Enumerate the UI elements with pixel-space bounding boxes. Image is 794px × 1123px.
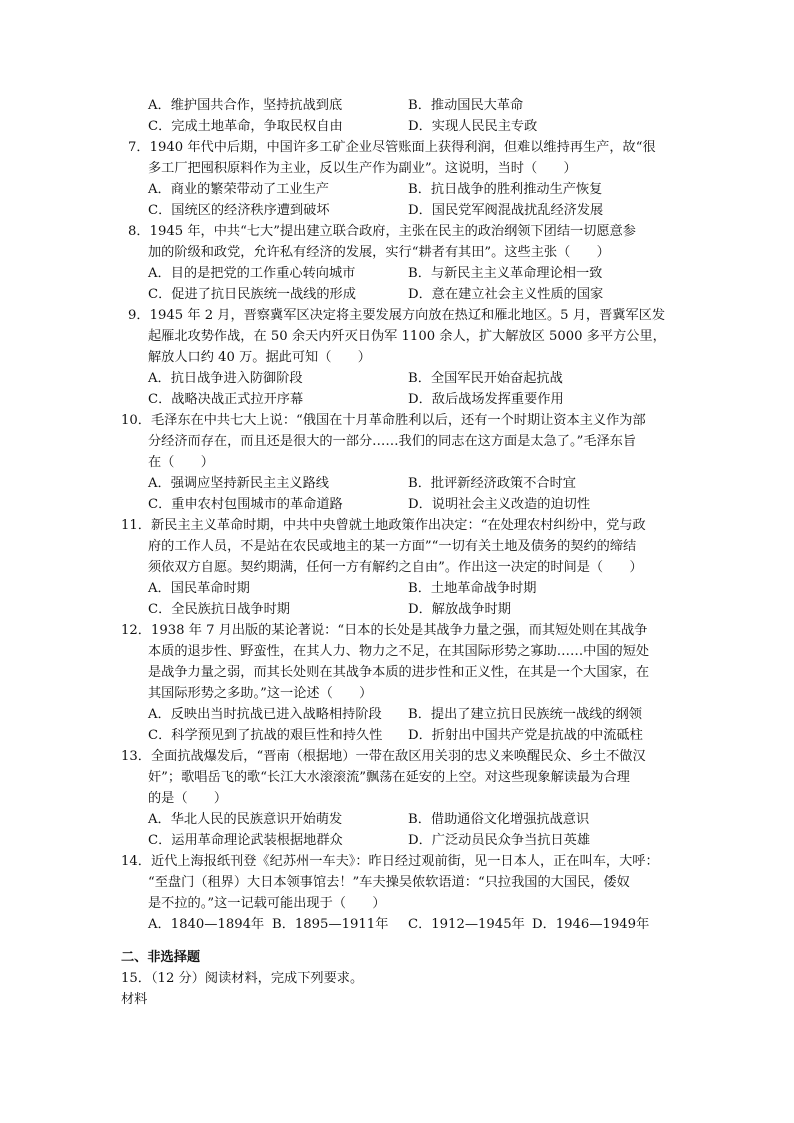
q13-option-d: D．广泛动员民众争当抗日英雄 — [408, 833, 591, 848]
q11-stem-line-2: 府的工作人员，不是站在农民或地主的某一方面”“一切有关土地及债务的契约的缔结 — [148, 539, 637, 554]
q8-option-a: A．目的是把党的工作重心转向城市 — [148, 266, 356, 281]
q10-stem-line-2: 分经济而存在，而且还是很大的一部分……我们的同志在这方面是太急了。”毛泽东旨 — [148, 434, 637, 449]
q9-stem-line-3: 解放人口约 40 万。据此可知（ ） — [148, 350, 371, 365]
q12-option-d: D．折射出中国共产党是抗战的中流砥柱 — [408, 728, 643, 743]
q14-stem-line-2: “至盘门（租界）大日本领事馆去！”车夫操吴侬软语道：“只拉我国的大国民，倭奴 — [148, 875, 630, 890]
q11-stem-line-1: 11．新民主主义革命时期，中共中央曾就土地政策作出决定：“在处理农村纠纷中，党与政 — [121, 518, 646, 533]
q7-stem-line-1: 7．1940 年代中后期，中国许多工矿企业尽管账面上获得利润，但难以维持再生产，故“很 — [128, 140, 656, 155]
q8-option-c: C．促进了抗日民族统一战线的形成 — [148, 287, 356, 302]
q11-option-c: C．全民族抗日战争时期 — [148, 602, 290, 617]
q15-stem: 15．（12 分）阅读材料，完成下列要求。 — [121, 971, 364, 986]
q8-stem-line-1: 8．1945 年，中共“七大”提出建立联合政府，主张在民主的政治纲领下团结一切愿意参 — [128, 224, 636, 239]
q9-option-b: B．全国军民开始奋起抗战 — [408, 371, 563, 386]
q12-stem-line-4: 其国际形势之多助。”这一论述（ ） — [148, 686, 373, 701]
q9-stem-line-2: 起雁北攻势作战，在 50 余天内歼灭日伪军 1100 余人，扩大解放区 5000 多平方公里， — [148, 329, 666, 344]
q6-option-d: D．实现人民民主专政 — [408, 119, 538, 134]
q9-stem-line-1: 9．1945 年 2 月，晋察冀军区决定将主要发展方向放在热辽和雁北地区。5 月，晋冀军区发 — [128, 308, 666, 323]
q13-option-b: B．借助通俗文化增强抗战意识 — [408, 812, 590, 827]
q10-option-c: C．重申农村包围城市的革命道路 — [148, 497, 343, 512]
q13-option-a: A．华北人民的民族意识开始萌发 — [148, 812, 343, 827]
q13-option-c: C．运用革命理论武装根据地群众 — [148, 833, 343, 848]
q6-option-b: B．推动国民大革命 — [408, 98, 524, 113]
q13-stem-line-2: 奸”；歌唱岳飞的歌“长江大水滚滚流”飘荡在延安的上空。对这些现象解读最为合理 — [148, 770, 630, 785]
q11-option-b: B．土地革命战争时期 — [408, 581, 537, 596]
q14-option-a: A．1840—1894年 — [148, 917, 265, 932]
section-title: 二、非选择题 — [121, 950, 201, 965]
q7-stem-line-2: 多工厂把囤积原料作为主业，反以生产作为副业”。这说明，当时（ ） — [148, 161, 577, 176]
q11-stem-line-3: 须依双方自愿。契约期满，任何一方有解约之自由”。作出这一决定的时间是（ ） — [148, 560, 643, 575]
q7-option-b: B．抗日战争的胜利推动生产恢复 — [408, 182, 603, 197]
q7-option-c: C．国统区的经济秩序遭到破坏 — [148, 203, 330, 218]
q12-option-c: C．科学预见到了抗战的艰巨性和持久性 — [148, 728, 383, 743]
q11-option-d: D．解放战争时期 — [408, 602, 511, 617]
q12-option-b: B．提出了建立抗日民族统一战线的纲领 — [408, 707, 642, 722]
q9-option-c: C．战略决战正式拉开序幕 — [148, 392, 304, 407]
q10-option-b: B．批评新经济政策不合时宜 — [408, 476, 576, 491]
q15-material-label: 材料 — [121, 992, 148, 1007]
q11-option-a: A．国民革命时期 — [148, 581, 250, 596]
q8-stem-line-2: 加的阶级和政党，允许私有经济的发展，实行“耕者有其田”。这些主张（ ） — [148, 245, 610, 260]
q6-option-c: C．完成土地革命，争取民权自由 — [148, 119, 343, 134]
q14-option-c: C．1912—1945年 — [408, 917, 525, 932]
q13-stem-line-3: 的是（ ） — [148, 791, 228, 806]
q12-option-a: A．反映出当时抗战已进入战略相持阶段 — [148, 707, 382, 722]
q12-stem-line-2: 本质的退步性、野蛮性，在其人力、物力之不足，在其国际形势之寡助……中国的短处 — [148, 644, 650, 659]
q13-stem-line-1: 13．全面抗战爆发后，“晋南（根据地）一带在敌区用关羽的忠义来唤醒民众、乡土不做汉 — [121, 749, 646, 764]
q14-option-b: B．1895—1911年 — [272, 917, 389, 932]
q9-option-d: D．敌后战场发挥重要作用 — [408, 392, 564, 407]
q8-option-d: D．意在建立社会主义性质的国家 — [408, 287, 604, 302]
q6-option-a: A．维护国共合作，坚持抗战到底 — [148, 98, 343, 113]
q14-stem-line-1: 14．近代上海报纸刊登《纪苏州一车夫》：昨日经过观前街，见一日本人，正在叫车，大呼： — [121, 854, 659, 869]
q10-option-a: A．强调应坚持新民主主义路线 — [148, 476, 329, 491]
q10-stem-line-3: 在（ ） — [148, 455, 214, 470]
q8-option-b: B．与新民主主义革命理论相一致 — [408, 266, 603, 281]
q7-option-a: A．商业的繁荣带动了工业生产 — [148, 182, 329, 197]
q10-stem-line-1: 10．毛泽东在中共七大上说：“俄国在十月革命胜利以后，还有一个时期让资本主义作为部 — [121, 413, 646, 428]
q10-option-d: D．说明社会主义改造的迫切性 — [408, 497, 591, 512]
q14-stem-line-3: 是不拉的。”这一记载可能出现于（ ） — [148, 896, 386, 911]
q7-option-d: D．国民党军阀混战扰乱经济发展 — [408, 203, 604, 218]
q9-option-a: A．抗日战争进入防御阶段 — [148, 371, 303, 386]
q14-option-d: D．1946—1949年 — [532, 917, 650, 932]
q12-stem-line-3: 是战争力量之弱，而其长处则在其战争本质的进步性和正义性，在其是一个大国家，在 — [148, 665, 650, 680]
q12-stem-line-1: 12．1938 年 7 月出版的某论著说：“日本的长处是其战争力量之强，而其短处则在其战争 — [121, 623, 648, 638]
